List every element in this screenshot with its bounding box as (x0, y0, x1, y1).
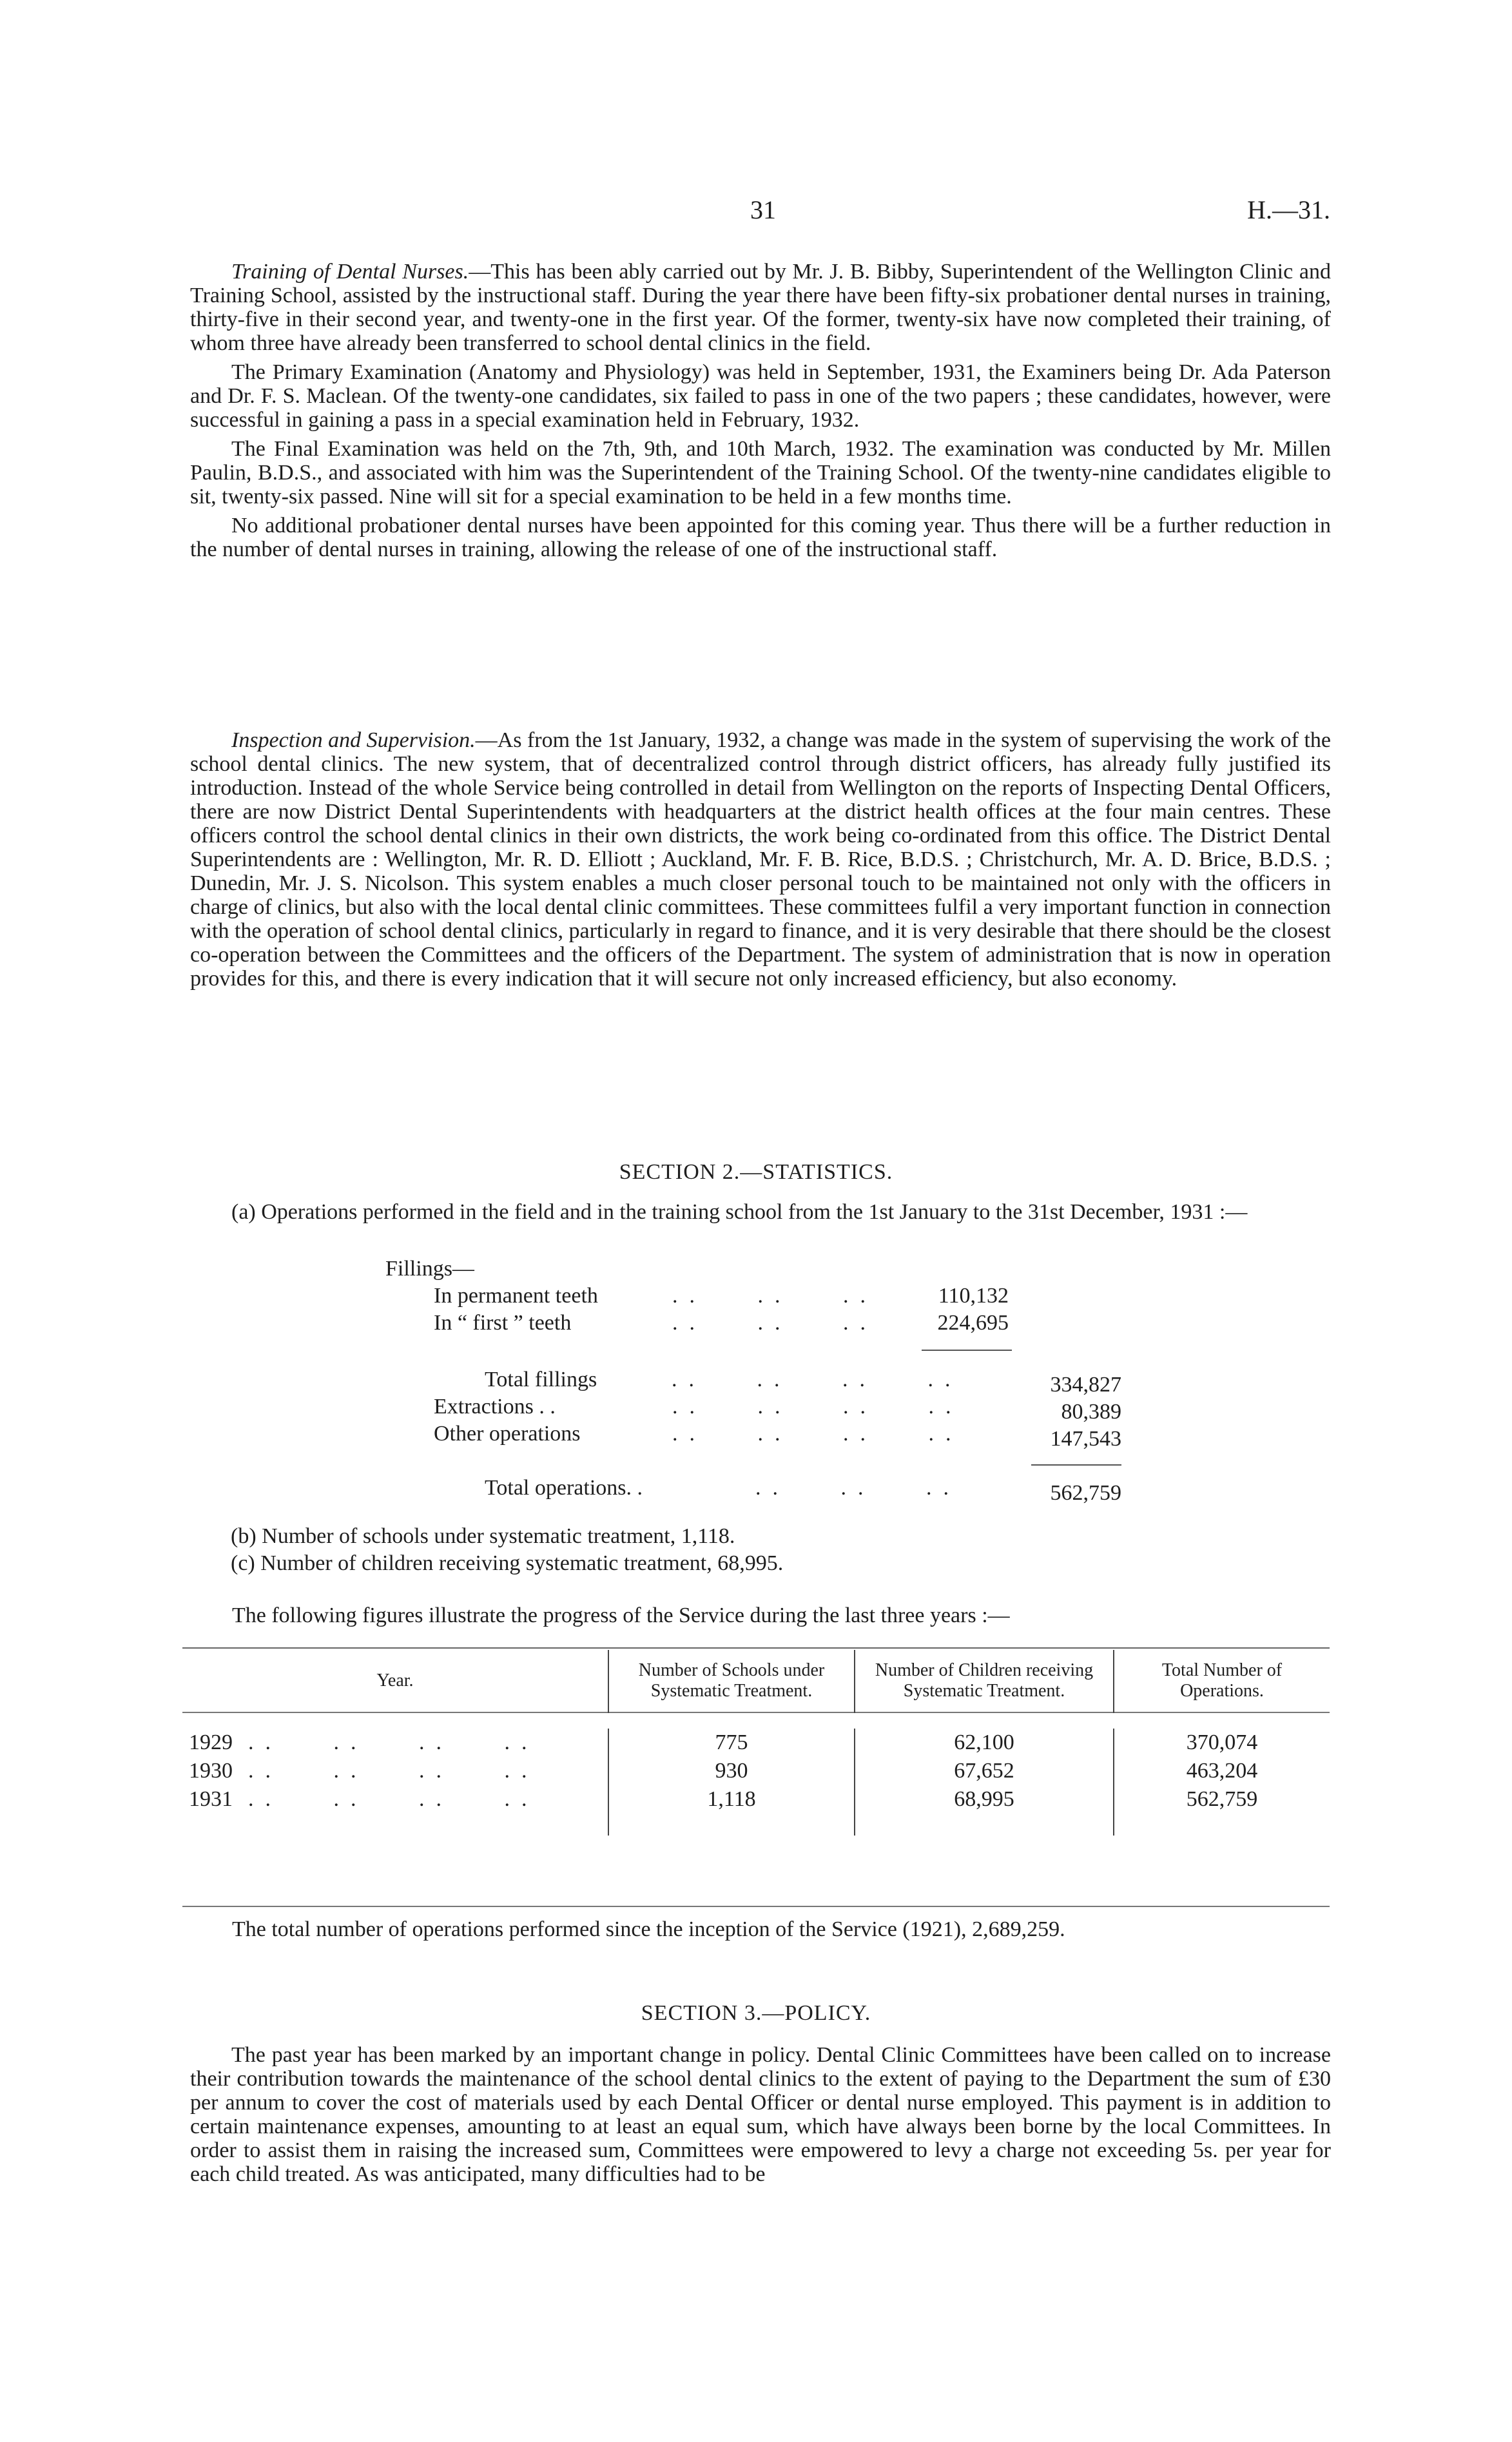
children-line: (c) Number of children receiving systematic treatment, 68,995. (231, 1551, 784, 1575)
training-paragraph-2: The Primary Examination (Anatomy and Physiology) was held in September, 1931, the Examiners being Dr. Ada Paterson and Dr. F. S. Maclean. Of the twenty-one candidates, six failed to pass in one of the two papers ; these candidates, however, were successful in gaining a pass in a special examination held in February, 1932. (190, 360, 1331, 432)
inspection-paragraph: Inspection and Supervision.—As from the 1st January, 1932, a change was made in the system of supervising the work of the school dental clinics. The new system, that of decentralized control through district officers, has already fully justified its introduction. Instead of the whole Service being controlled in detail from Wellington on the reports of Inspecting Dental Officers, there are now District Dental Superintendents with headquarters at the district health offices at the four main centres. These officers control the school dental clinics in their own districts, the work being co-ordinated from this office. The District Dental Superintendents are : Wellington, Mr. R. D. Elliott ; Auckland, Mr. F. B. Rice, B.D.S. ; Christchurch, Mr. A. D. Brice, B.D.S. ; Dunedin, Mr. J. S. Nicolson. This system enables a much closer personal touch to be maintained not only with the officers in charge of clinics, but also with the local dental clinic committees. These committees fulfil a very important function in connection with the operation of school dental clinics, particularly in regard to finance, and it is very desirable that there should be the closest co-operation between the Committees and the officers of the Department. The system of administration that is now in operation provides for this, and there is every indication that it will secure not only increased efficiency, but also economy. (190, 728, 1331, 991)
header-schools: Number of Schools under Systematic Treatment. (608, 1650, 855, 1712)
header-year: Year. (376, 1671, 414, 1691)
schools-line: (b) Number of schools under systematic treatment, 1,118. (231, 1524, 735, 1548)
total-operations-value: 562,759 (1050, 1481, 1121, 1505)
training-paragraph-1: Training of Dental Nurses.—This has been ably carried out by Mr. J. B. Bibby, Superintendent of the Wellington Clinic and Training School, assisted by the instructional staff. During the year there have been fifty-six probationer dental nurses in training, thirty-five in their second year, and twenty-one in the first year. Of the former, twenty-six have now completed their training, of whom three have already been transferred to school dental clinics in the field. (190, 260, 1331, 355)
table-row: 1930 .. .. .. .. 930 67,652 463,204 (182, 1757, 1330, 1785)
table-header-row (182, 1650, 1330, 1712)
permanent-teeth-value: 110,132 (938, 1284, 1009, 1308)
inspection-lead: Inspection and Supervision. (231, 728, 476, 752)
header-children: Number of Children receiving Systematic Treatment. (855, 1650, 1114, 1712)
total-fillings-row: Total fillings .. .. .. .. (485, 1368, 962, 1391)
page-number: 31 (750, 195, 776, 224)
subtotal-rule (922, 1350, 1012, 1351)
table-row: 1929 .. .. .. .. 775 62,100 370,074 (182, 1729, 1330, 1757)
header-operations: Total Number of Operations. (1114, 1650, 1330, 1712)
other-operations-value: 147,543 (1050, 1427, 1121, 1451)
extractions-row: Extractions . . .. .. .. .. (434, 1395, 963, 1419)
progress-intro: The following figures illustrate the progress of the Service during the last three years :— (232, 1604, 1010, 1627)
total-since-inception: The total number of operations performed since the inception of the Service (1921), 2,689,259. (232, 1917, 1065, 1941)
progress-table (182, 1650, 1330, 1836)
table-bottom-rule (182, 1906, 1330, 1907)
document-reference: H.—31. (1247, 195, 1330, 224)
first-teeth-row: In “ first ” teeth .. .. .. (434, 1311, 877, 1335)
training-section (190, 260, 1331, 567)
policy-paragraph: The past year has been marked by an important change in policy. Dental Clinic Committees have been called on to increase their contribution towards the maintenance of the school dental clinics to the extent of paying to the Department the sum of £30 per annum to cover the cost of materials used by each Dental Officer or dental nurse employed. This payment is in addition to certain maintenance expenses, amounting to at least an equal sum, which have always been borne by the local Committees. In order to assist them in raising the increased sum, Committees were empowered to levy a charge not exceeding 5s. per year for each child treated. As was anticipated, many difficulties had to be (190, 2043, 1331, 2186)
total-fillings-value: 334,827 (1050, 1373, 1121, 1397)
inspection-section (190, 728, 1331, 996)
training-paragraph-4: No additional probationer dental nurses have been appointed for this coming year. Thus there will be a further reduction in the number of dental nurses in training, allowing the release of one of the instructional staff. (190, 514, 1331, 561)
policy-section (190, 2043, 1331, 2191)
table-row: 1931 .. .. .. .. 1,118 68,995 562,759 (182, 1785, 1330, 1814)
section-2-heading: SECTION 2.—STATISTICS. (619, 1160, 893, 1184)
training-paragraph-3: The Final Examination was held on the 7th, 9th, and 10th March, 1932. The examination was conducted by Mr. Millen Paulin, B.D.S., and associated with him was the Superintendent of the Training School. Of the twenty-nine candidates eligible to sit, twenty-six passed. Nine will sit for a special examination to be held in a few months time. (190, 437, 1331, 509)
permanent-teeth-row: In permanent teeth .. .. .. (434, 1284, 877, 1308)
first-teeth-value: 224,695 (937, 1311, 1009, 1335)
section-3-heading: SECTION 3.—POLICY. (641, 2001, 871, 2025)
extractions-value: 80,389 (1061, 1400, 1121, 1424)
training-lead: Training of Dental Nurses. (231, 260, 469, 284)
statistics-intro: (a) Operations performed in the field and in the training school from the 1st January to the 31st December, 1931 :— (231, 1200, 1248, 1224)
total-rule (1031, 1464, 1121, 1466)
table-top-rule (182, 1647, 1330, 1649)
other-operations-row: Other operations .. .. .. .. (434, 1422, 963, 1446)
total-operations-row: Total operations. . .. .. .. (485, 1476, 960, 1500)
fillings-label: Fillings— (385, 1257, 474, 1281)
